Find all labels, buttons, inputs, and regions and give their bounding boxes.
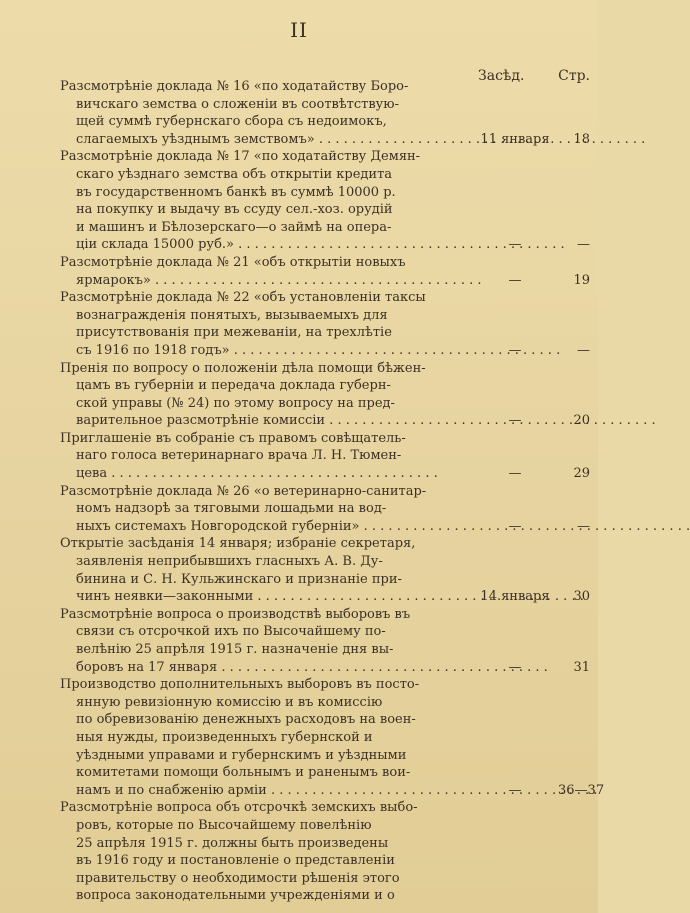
entry-line: цева . . . [60, 465, 472, 483]
entry-date: — [508, 782, 522, 798]
entry-text [60, 148, 472, 254]
entry-line: Разсмотрѣніе доклада № 22 «объ установленіи таксы [60, 290, 426, 306]
entry-line: ской управы (№ 24) по этому вопросу на пред- [76, 395, 395, 411]
entry-line: Разсмотрѣніе вопроса объ отсрочкѣ земскихъ выбо- [60, 800, 418, 816]
entry-page: — [577, 518, 590, 534]
page-column-header: Стр. [558, 68, 590, 84]
entry-text [60, 606, 472, 676]
entry-line: Разсмотрѣніе доклада № 17 «по ходатайству Демян- [60, 149, 421, 165]
toc-entry [60, 289, 590, 359]
page-number: II [290, 18, 308, 42]
entry-page: 18 [573, 131, 590, 147]
toc-entry [60, 606, 590, 676]
entry-line: вопроса законодательными учрежденіями и о [76, 888, 395, 904]
entry-line: скаго уѣзднаго земства объ открытіи кредита [76, 166, 393, 182]
entry-date: — [508, 342, 522, 358]
entry-page: — [577, 237, 590, 253]
toc-entry [60, 799, 590, 905]
entry-page: 31 [573, 659, 590, 675]
entry-text [60, 254, 472, 289]
entry-page: 36—37 [558, 782, 605, 798]
toc-entry [60, 483, 590, 536]
entry-line: уѣздными управами и губернскимъ и уѣздными [76, 747, 407, 763]
entry-text [60, 535, 472, 605]
entry-line: варительное разсмотрѣніе комиссіи . . . [60, 412, 472, 430]
entry-line: ныя нужды, произведенныхъ губернской и [76, 729, 373, 745]
entry-date: 11 января [480, 131, 550, 147]
entry-line: присутствованія при межеваніи, на трехлѣтіе [76, 325, 392, 341]
entry-line: 25 апрѣля 1915 г. должны быть произведены [76, 835, 389, 851]
entry-line: боровъ на 17 января . . . [60, 659, 472, 677]
entry-line: чинъ неявки—законными . . . [60, 588, 472, 606]
entry-page: — [577, 342, 590, 358]
toc-entry [60, 676, 605, 799]
entry-text [60, 78, 472, 148]
entry-text [60, 483, 472, 536]
entry-line: связи съ отсрочкой ихъ по Высочайшему по- [76, 624, 386, 640]
entry-page: 29 [573, 466, 590, 482]
toc-entry [60, 430, 590, 483]
entry-line: велѣнію 25 апрѣля 1915 г. назначеніе дня вы- [76, 642, 394, 657]
entry-line: вознагражденія понятыхъ, вызываемыхъ для [76, 307, 388, 323]
entry-line: по обревизованію денежныхъ расходовъ на воен- [76, 712, 416, 728]
entry-line: Разсмотрѣніе доклада № 21 «объ открытіи новыхъ [60, 254, 406, 270]
toc-entry [60, 78, 590, 148]
entry-line: Приглашеніе въ собраніе съ правомъ совѣщатель- [60, 430, 406, 446]
toc-entry [60, 148, 590, 254]
entry-line: комитетами помощи больнымъ и раненымъ вои- [76, 765, 411, 781]
entry-line: вичскаго земства о сложеніи въ соотвѣтствую- [76, 96, 400, 112]
entry-text [60, 676, 472, 799]
entry-line: цамъ въ губерніи и передача доклада губерн- [76, 378, 391, 394]
entry-page: 19 [573, 272, 590, 288]
entry-text [60, 289, 472, 359]
entry-page: 30 [573, 589, 590, 605]
entry-line: правительству о необходимости рѣшенія этого [76, 870, 400, 886]
entry-line: наго голоса ветеринарнаго врача Л. Н. Тюмен- [76, 448, 402, 464]
table-of-contents [60, 78, 605, 905]
entry-line: Разсмотрѣніе вопроса о производствѣ выборовъ въ [60, 606, 411, 622]
entry-line: въ 1916 году и постановленіе о представленіи [76, 853, 395, 869]
entry-line: заявленія неприбывшихъ гласныхъ А. В. Ду- [76, 554, 383, 570]
entry-line: янную ревизіонную комиссію и въ комиссію [76, 694, 383, 710]
entry-line: ровъ, которые по Высочайшему повелѣнію [76, 817, 372, 833]
entry-line: намъ и по снабженію арміи . . . [60, 782, 472, 800]
entry-line: ярмарокъ» . . . [60, 272, 472, 290]
entry-date: — [508, 659, 522, 675]
toc-entry [60, 254, 590, 289]
entry-line: бинина и С. Н. Кульжинскаго и признаніе при- [76, 571, 402, 587]
entry-line: въ государственномъ банкѣ въ суммѣ 10000 р. [76, 184, 396, 200]
entry-line: ціи склада 15000 руб.» . . . [60, 236, 472, 254]
entry-line: Открытіе засѣданія 14 января; избраніе секретаря, [60, 536, 416, 552]
entry-date: — [508, 237, 522, 253]
entry-line: Разсмотрѣніе доклада № 26 «о ветеринарно-санитар- [60, 483, 427, 499]
entry-line: слагаемыхъ уѣзднымъ земствомъ» . . . [60, 131, 472, 149]
entry-text [60, 799, 472, 905]
entry-page: 20 [573, 413, 590, 429]
entry-line: съ 1916 по 1918 годъ» . . . [60, 342, 472, 360]
entry-text [60, 430, 472, 483]
entry-text [60, 360, 472, 430]
entry-date: — [508, 466, 522, 482]
entry-line: Разсмотрѣніе доклада № 16 «по ходатайству Боро- [60, 79, 409, 94]
entry-date: — [508, 413, 522, 429]
toc-entry [60, 535, 590, 605]
entry-date: — [508, 518, 522, 534]
entry-line: щей суммѣ губернскаго сбора съ недоимокъ, [76, 114, 387, 130]
entry-line: на покупку и выдачу въ ссуду сел.-хоз. орудій [76, 202, 393, 218]
toc-entry [60, 360, 590, 430]
entry-line: номъ надзорѣ за тяговыми лошадьми на вод- [76, 501, 387, 517]
entry-line: Пренія по вопросу о положеніи дѣла помощи бѣжен- [60, 360, 426, 376]
entry-line: и машинъ и Бѣлозерскаго—о займѣ на опера- [76, 219, 392, 235]
date-column-header: Засѣд. [478, 68, 525, 84]
entry-line: ныхъ системахъ Новгородской губерніи» . . . [60, 518, 472, 536]
entry-date: 14 января [480, 589, 550, 605]
entry-date: — [508, 272, 522, 288]
entry-line: Производство дополнительныхъ выборовъ въ посто- [60, 677, 420, 693]
